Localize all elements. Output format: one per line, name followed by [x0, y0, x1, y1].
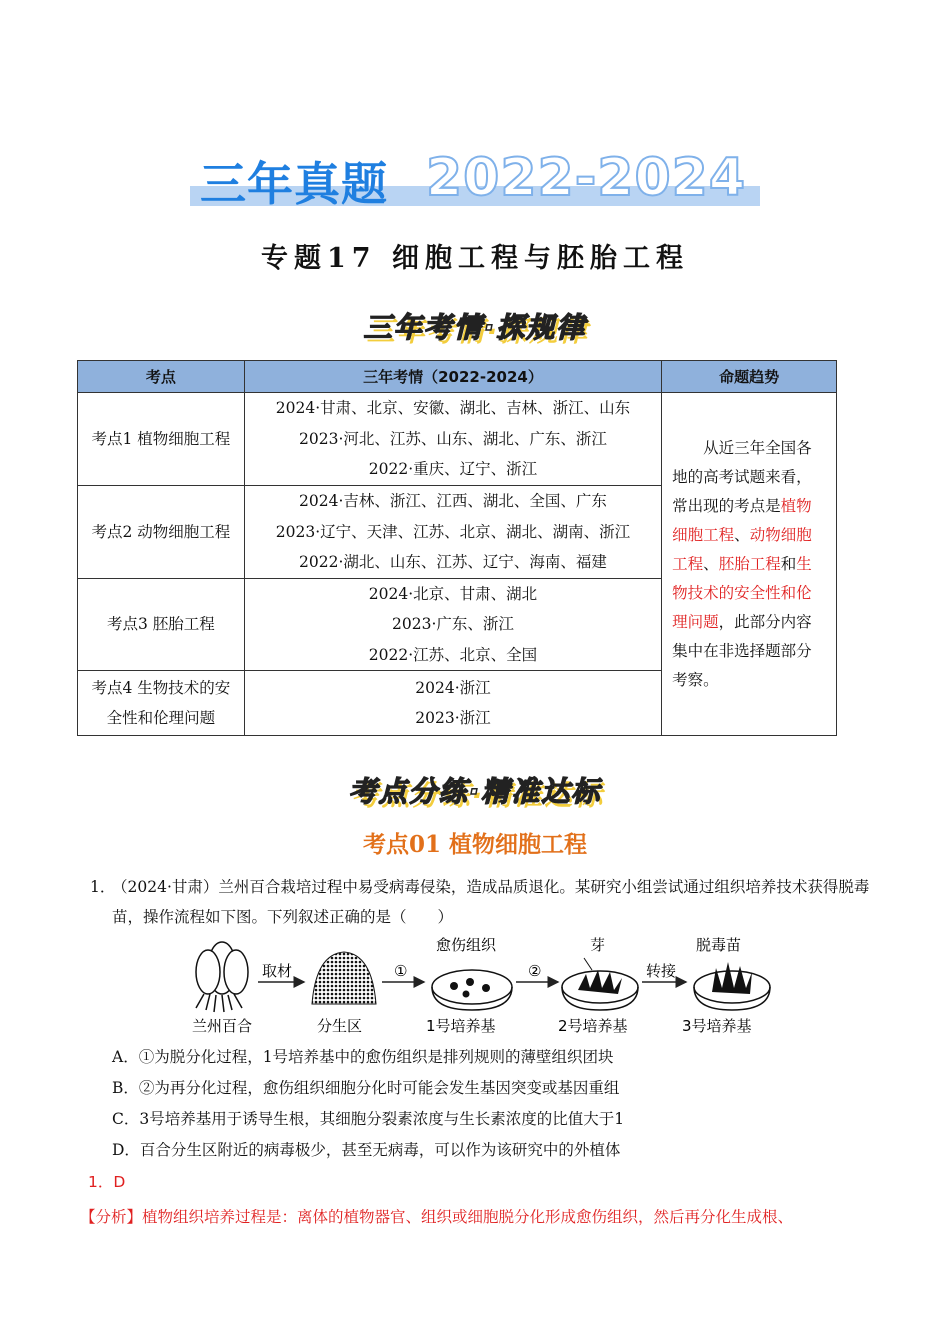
culture-dish-3-icon	[694, 962, 770, 1010]
table-cell-point: 考点4 生物技术的安全性和伦理问题	[78, 671, 245, 736]
years-line: 2024·吉林、浙江、江西、湖北、全国、广东	[299, 492, 607, 510]
tissue-culture-flow-diagram	[186, 932, 776, 1044]
figure-label-medium-1: 1号培养基	[426, 1017, 496, 1035]
figure-label-virus-free: 脱毒苗	[696, 936, 742, 954]
years-line: 2023·辽宁、天津、江苏、北京、湖北、湖南、浙江	[275, 522, 631, 541]
years-line: 2022·江苏、北京、全国	[368, 645, 538, 664]
question-text: （2024·甘肃）兰州百合栽培过程中易受病毒侵染，造成品质退化。某研究小组尝试通过组织培养技术获得脱毒苗，操作流程如下图。下列叙述正确的是（ ）	[112, 878, 870, 926]
years-line: 2024·甘肃、北京、安徽、湖北、吉林、浙江、山东	[275, 399, 631, 418]
figure-label-callus: 愈伤组织	[436, 936, 497, 954]
section-banner-trends	[0, 306, 950, 346]
years-line: 2023·广东、浙江	[392, 615, 514, 633]
section-banner-practice-text: 考点分练·精准达标	[348, 775, 602, 808]
analysis-text: 【分析】植物组织培养过程是：离体的植物器官、组织或细胞脱分化形成愈伤组织，然后再分化生成根、	[80, 1208, 794, 1226]
table-header-cell: 考点	[78, 361, 245, 393]
culture-dish-2-icon	[562, 958, 638, 1010]
years-line: 2022·重庆、辽宁、浙江	[368, 460, 538, 479]
years-line: 2022·湖北、山东、江苏、辽宁、海南、福建	[299, 553, 607, 571]
trend-highlight: 动物细胞工程	[672, 525, 812, 573]
years-line: 2024·浙江	[415, 678, 491, 697]
meristem-icon	[312, 952, 376, 1004]
years-line: 2023·河北、江苏、山东、湖北、广东、浙江	[299, 429, 607, 448]
figure-label-medium-3: 3号培养基	[682, 1017, 752, 1035]
table-cell-years	[244, 486, 661, 579]
banner-main-text: 三年真题	[200, 157, 388, 211]
years-line: 2024·北京、甘肃、湖北	[368, 584, 538, 603]
answer-key: 1．D	[88, 1173, 126, 1191]
trend-sep: 和	[780, 554, 797, 573]
question-stem	[90, 872, 870, 932]
header-banner	[190, 148, 760, 210]
lily-bulb-icon	[196, 942, 248, 1012]
trend-sep: 、	[703, 554, 719, 573]
years-line: 2023·浙江	[415, 709, 491, 727]
table-header-cell: 三年考情（2022-2024）	[244, 361, 661, 393]
figure-label-meristem: 分生区	[317, 1017, 363, 1035]
section-banner-trends-text: 三年考情·探规律	[363, 311, 587, 344]
culture-dish-1-icon	[432, 970, 512, 1010]
table-header-cell: 命题趋势	[662, 361, 837, 393]
table-row	[78, 393, 837, 486]
figure-label-bud: 芽	[590, 936, 606, 954]
table-cell-years	[244, 578, 661, 671]
figure-label-lily: 兰州百合	[192, 1017, 253, 1035]
figure-arrow-label: ②	[528, 962, 542, 980]
trend-highlight: 植物细胞工程	[672, 496, 812, 544]
table-header-row	[78, 361, 837, 393]
answer-options	[112, 1042, 872, 1166]
trend-sep: 、	[734, 525, 750, 544]
table-cell-point: 考点3 胚胎工程	[78, 578, 245, 671]
option-d[interactable]: D．百合分生区附近的病毒极少，甚至无病毒，可以作为该研究中的外植体	[112, 1141, 621, 1159]
table-cell-point: 考点2 动物细胞工程	[78, 486, 245, 579]
figure-arrow-label: 取材	[262, 962, 293, 980]
trend-highlight: 生物技术的安全性和伦理问题	[672, 554, 812, 631]
table-cell-trend	[662, 393, 837, 736]
trend-text: 从近三年全国各地的高考试题来看，常出现的考点是	[672, 438, 812, 515]
section-subheading: 考点01 植物细胞工程	[362, 831, 587, 858]
figure-label-medium-2: 2号培养基	[558, 1017, 628, 1035]
banner-years-text: 2022-2024	[426, 148, 747, 208]
option-a[interactable]: A．①为脱分化过程，1号培养基中的愈伤组织是排列规则的薄壁组织团块	[112, 1048, 614, 1066]
table-cell-point: 考点1 植物细胞工程	[78, 393, 245, 486]
table-cell-years	[244, 393, 661, 486]
figure-arrow-label: ①	[394, 962, 408, 980]
figure-arrow-label: 转接	[646, 962, 677, 980]
trend-text: ，此部分内容集中在非选择题部分考察。	[672, 612, 812, 689]
section-banner-practice	[0, 770, 950, 810]
question-number: 1．	[90, 878, 116, 896]
exam-trend-table	[77, 360, 837, 736]
table-cell-years	[244, 671, 661, 736]
trend-highlight: 胚胎工程	[718, 554, 781, 573]
option-b[interactable]: B．②为再分化过程，愈伤组织细胞分化时可能会发生基因突变或基因重组	[112, 1079, 620, 1097]
page-title: 专题17 细胞工程与胚胎工程	[261, 243, 689, 274]
option-c[interactable]: C．3号培养基用于诱导生根，其细胞分裂素浓度与生长素浓度的比值大于1	[112, 1110, 625, 1128]
